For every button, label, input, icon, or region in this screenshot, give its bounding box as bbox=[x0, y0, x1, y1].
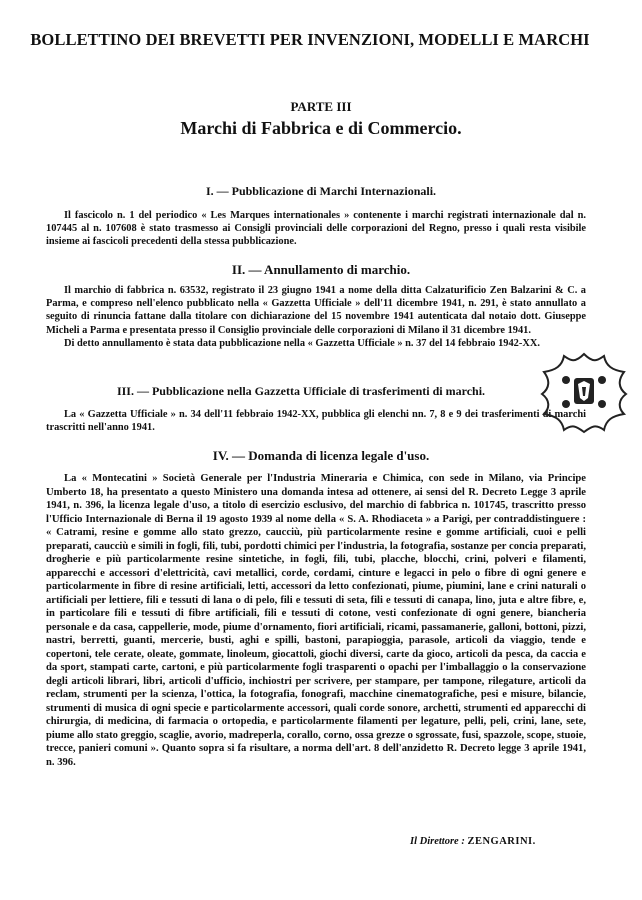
paragraph: La « Montecatini » Società Generale per l'Industria Mineraria e Chimica, con sede in Milano, via Principe Umberto 18, ha presentato a questo Ministero una domanda intesa ad ottenere, ai sensi del R. Decreto Legge 3 aprile 1941, n. 396, la licenza legale d'uso, a titolo di esercizio esclusivo, del marchio di fabbrica n. 101745, trascritto presso l'Ufficio Internazionale di Berna il 19 agosto 1939 al nome della « S. A. Rhodiaceta » a Parigi, per contraddistinguere : « Catrami, resine e gomme allo stato grezzo, caucciù, più particolarmente resine e gomme artificiali, cuoi e pelli preparati, caucciù e simili in fogli, fili, tubi, pordotti chimici per l'industria, la fotografia, sostanze per concia preparati, drogherie e più particolarmente resine sintetiche, in fogli, fili, tubi, placche, blocchi, crini, polveri e filamenti, apparecchi e accessori d'elettricità, cavi metallici, corde, cordami, cinture e legacci in pelo o fibre di ogni genere e particolarmente in fibre di resine artificiali, letti, accessori da letto confezionati, piume, piumini, lane e crini naturali o artificiali per lettiere, fili e tessuti di lana o di pelo, fili e tessuti di seta, fili e tessuti di canapa, lino, juta e altre fibre, e, in particolare fili e tessuti di fibre artificiali, fili e tessuti di cotone, vesti confezionate di ogni genere, biancheria personale e da casa, cappellerie, mode, piume d'ornamento, fiori artificiali, ricami, passamanerie, galloni, bottoni, pizzi, nastri, berretti, guanti, mercerie, busti, aghi e spilli, bastoni, parapioggia, parasole, articoli da viaggio, tende e copertoni, tele cerate, oleate, gommate, linoleum, giocattoli, giochi diversi, carte da gioco, articoli da pesca, da caccia e da sport, stampati carte, cartoni, e più particolarmente fogli trasparenti o opachi per l'imballaggio o la conservazione degli articoli librari, libri, articoli d'ufficio, inchiostri per scrivere, per stampare, per tampone, rilegature, articoli da reclam, strumenti per la scienza, l'ottica, la fotografia, fonografi, macchine cinematografiche, pesi e misure, bilancie, strumenti di musica di ogni specie e particolarmente accessori, quali corde sonore, archetti, strumenti ed apparecchi di chirurgia, di medicina, di farmacia o ortopedia, e particolarmente filamenti per legature, pelli, peli, crini, lane, sete, piume allo stato greggio, scaglie, avorio, madreperla, corallo, corno, ossa grezze o sgrossate, fusi, spazzole, scope, stuoie, trecce, panieri comuni ». Quanto sopra si fa risultare, a norma dell'art. 8 dell'anzidetto R. Decreto legge 3 aprile 1941, n. 396. bbox=[46, 473, 586, 768]
bulletin-title: BOLLETTINO DEI BREVETTI PER INVENZIONI, MODELLI E MARCHI bbox=[30, 30, 590, 49]
signature bbox=[410, 836, 536, 847]
part-title: Marchi di Fabbrica e di Commercio. bbox=[180, 118, 462, 138]
section-body-2 bbox=[46, 284, 586, 350]
part-number: PARTE III bbox=[290, 99, 352, 114]
section-heading-1: I. — Pubblicazione di Marchi Internazionali. bbox=[205, 184, 437, 198]
paragraph: La « Gazzetta Ufficiale » n. 34 dell'11 febbraio 1942-XX, pubblica gli elenchi nn. 7, 8 e 9 dei trasferimenti di marchi trascritti nell'anno 1941. bbox=[46, 409, 586, 434]
paragraph: Il marchio di fabbrica n. 63532, registrato il 23 giugno 1941 a nome della ditta Calzaturificio Zen Balzarini & C. a Parma, e compreso nell'elenco pubblicato nella « Gazzetta Ufficiale » dell'11 dicembre 1941, n. 291, è stato annullato a seguito di rinuncia fattane dalla titolare con dichiarazione del 15 novembre 1941 autenticata dal notaio dott. Giuseppe Micheli a Parma e presentata presso il Consiglio provinciale delle corporazioni di Milano il 31 dicembre 1941. bbox=[46, 285, 586, 336]
signature-name: ZENGARINI. bbox=[467, 836, 536, 847]
section-body-1 bbox=[46, 209, 586, 249]
section-heading-2: II. — Annullamento di marchio. bbox=[231, 262, 411, 277]
paragraph: Di detto annullamento è stata data pubblicazione nella « Gazzetta Ufficiale » n. 37 del 14 febbraio 1942-XX. bbox=[64, 337, 540, 349]
signature-role: Il Direttore : bbox=[410, 836, 465, 847]
section-body-3 bbox=[46, 408, 586, 434]
library-stamp-icon bbox=[538, 350, 630, 434]
section-heading-4: IV. — Domanda di licenza legale d'uso. bbox=[212, 448, 430, 463]
section-heading-3: III. — Pubblicazione nella Gazzetta Ufficiale di trasferimenti di marchi. bbox=[116, 384, 486, 398]
section-body-4 bbox=[46, 472, 586, 769]
paragraph: Il fascicolo n. 1 del periodico « Les Marques internationales » contenente i marchi registrati internazionale dal n. 107445 al n. 107608 è stato trasmesso ai Consigli provinciali delle corporazioni del Regno, presso i quali resta visibile insieme ai fascicoli precedenti della stessa pubblicazione. bbox=[46, 210, 586, 248]
